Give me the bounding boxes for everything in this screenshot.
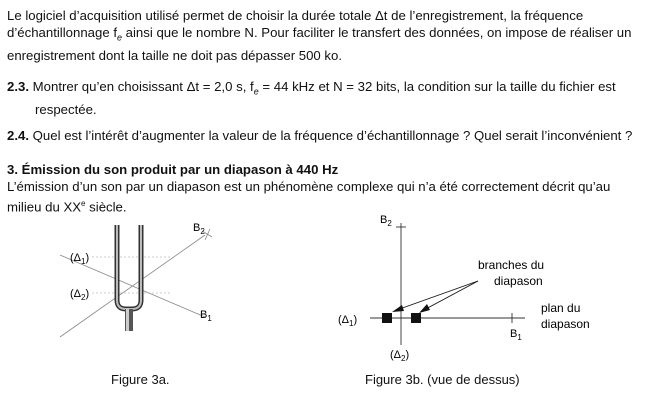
svg-text:diapason: diapason: [541, 317, 590, 331]
svg-text:branches du: branches du: [478, 258, 545, 272]
svg-text:(Δ2): $(\Delta_2)$: [70, 288, 90, 302]
svg-text:(Δ1): $(\Delta_1)$: [70, 252, 90, 266]
section-body: L’émission d’un son par un diapason est un phénomène complexe qui n’a été correctement décrit qu’au milieu du XXe siècle.: [7, 179, 611, 215]
svg-text:(Δ2): $(\Delta_2)$: [390, 349, 410, 363]
question-number: 2.4.: [7, 128, 29, 143]
svg-text:(Δ1): $(\Delta_1)$: [338, 314, 358, 328]
question-2-3: 2.3. Montrer qu’en choisissant Δt = 2,0 s, $f_e = 44$ kHz et N = 32 bits, la condition sur la taille du fichier est respectée.: [7, 78, 647, 118]
svg-text:B1: $B_1$: [200, 309, 212, 323]
intro-line-2: d’échantillonnage $f_e$ ainsi que le nombre N. Pour faciliter le transfert des données, on impose de réaliser un: [7, 25, 632, 43]
figures-svg: [0, 205, 659, 400]
intro-line-1: Le logiciel d’acquisition utilisé permet de choisir la durée totale Δt de l’enregistrement, la fréquence: [7, 8, 584, 23]
figure-3a-caption: Figure 3a.: [111, 372, 170, 387]
fork-branch-left: [382, 313, 392, 323]
tuning-fork-icon: [117, 225, 141, 331]
intro-line-3: enregistrement dont la taille ne doit pas dépasser 500 ko.: [7, 47, 343, 63]
figure-3a: [60, 222, 212, 337]
svg-text:B1: $B_1$: [510, 328, 522, 342]
figure-3b: [338, 214, 590, 363]
question-2-4: 2.4. Quel est l’intérêt d’augmenter la valeur de la fréquence d’échantillonnage ? Quel serait l’inconvénient ?: [7, 128, 633, 143]
question-number: 2.3.: [7, 79, 29, 94]
svg-text:plan du: plan du: [541, 301, 581, 315]
intro-paragraph: [7, 7, 647, 64]
section-heading: 3. Émission du son produit par un diapason à 440 Hz: [7, 162, 339, 177]
fork-branch-right: [411, 313, 421, 323]
svg-text:diapason: diapason: [494, 274, 543, 288]
figure-3b-caption: Figure 3b. (vue de dessus): [365, 372, 520, 387]
svg-text:B2: $B_2$: [193, 222, 205, 236]
svg-text:B2: $B_2$: [380, 214, 392, 228]
question-continuation: respectée.: [35, 101, 97, 117]
